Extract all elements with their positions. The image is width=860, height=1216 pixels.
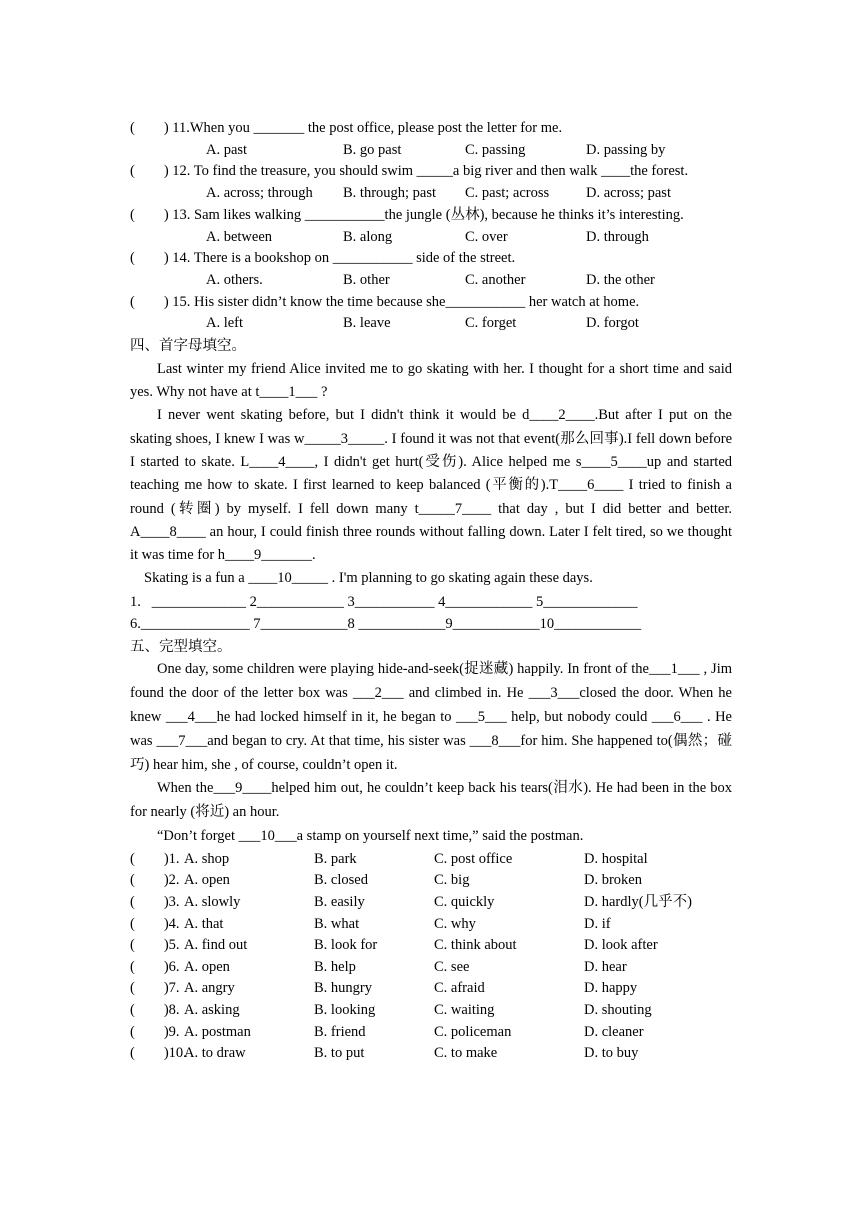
option-d: D. to buy — [584, 1045, 639, 1062]
option-row — [130, 270, 732, 292]
option-c: C. afraid — [434, 980, 485, 997]
option-d: D. hear — [584, 958, 627, 975]
option-c: C. passing — [465, 141, 526, 158]
option-c: C. policeman — [434, 1023, 512, 1040]
option-b: B. to put — [314, 1045, 365, 1062]
option-b: B. help — [314, 958, 356, 975]
question-number: ( )10. — [130, 1045, 187, 1062]
question-number: ( )3. — [130, 893, 180, 910]
cloze-question — [130, 849, 732, 871]
option-b: B. what — [314, 915, 360, 932]
option-d: D. the other — [586, 271, 655, 288]
section-title: 四、首字母填空。 — [130, 338, 246, 355]
option-c: C. waiting — [434, 1001, 495, 1018]
option-c: C. big — [434, 872, 470, 889]
option-c: C. think about — [434, 937, 517, 954]
question-number: ( )5. — [130, 937, 180, 954]
option-a: A. asking — [184, 1001, 240, 1018]
passage-paragraph: When the___9____helped him out, he couldn’t keep back his tears(泪水). He had been in the box for nearly (将近) an hour. — [130, 780, 732, 821]
option-a: A. slowly — [184, 893, 241, 910]
cloze-questions — [130, 849, 732, 1065]
section-cloze — [130, 637, 732, 1065]
option-d: D. passing by — [586, 141, 666, 158]
option-d: D. hospital — [584, 850, 648, 867]
option-c: C. past; across — [465, 185, 550, 202]
option-d: D. cleaner — [584, 1023, 644, 1040]
option-b: B. through; past — [343, 185, 437, 202]
option-d: D. through — [586, 228, 649, 245]
passage-paragraph: Last winter my friend Alice invited me to go skating with her. I thought for a short time and said yes. Why not have at t____1___ ? — [130, 360, 732, 401]
option-c: C. forget — [465, 315, 517, 332]
option-b: B. look for — [314, 937, 378, 954]
mc-question-11 — [130, 118, 732, 161]
cloze-question — [130, 978, 732, 1000]
option-a: A. postman — [184, 1023, 251, 1040]
option-b: B. easily — [314, 893, 365, 910]
option-d: D. if — [584, 915, 611, 932]
option-b: B. go past — [343, 141, 402, 158]
passage-paragraph: “Don’t forget ___10___a stamp on yourself next time,” said the postman. — [157, 827, 584, 844]
option-a: A. left — [206, 315, 244, 332]
question-stem: ( ) 12. To find the treasure, you should swim _____a big river and then walk ____the forest. — [130, 163, 689, 180]
question-stem: ( ) 15. His sister didn’t know the time because she___________ her watch at home. — [130, 293, 640, 310]
question-stem: ( ) 13. Sam likes walking ___________the jungle (丛林), because he thinks it’s interesting. — [130, 206, 684, 223]
option-d: D. shouting — [584, 1001, 652, 1018]
option-b: B. closed — [314, 872, 368, 889]
option-b: B. along — [343, 228, 393, 245]
cloze-question — [130, 957, 732, 979]
option-a: A. others. — [206, 271, 263, 288]
question-number: ( )2. — [130, 872, 180, 889]
option-c: C. why — [434, 915, 476, 932]
cloze-question — [130, 1022, 732, 1044]
question-number: ( )4. — [130, 915, 180, 932]
option-row — [130, 227, 732, 249]
option-a: A. angry — [184, 980, 235, 997]
option-a: A. open — [184, 958, 230, 975]
option-a: A. that — [184, 915, 224, 932]
option-c: C. post office — [434, 850, 513, 867]
option-row — [130, 313, 732, 335]
passage-paragraph: I never went skating before, but I didn't think it would be d____2____.But after I put on the skating shoes, I knew I was w_____3_____. I found it was not that event(那么回事).I fell down before I started to skate. L____4____, I didn't get hurt(受伤). Alice helped me s____5____up and started teaching me how to skate. I first learned to keep balanced (平衡的).T____6____ I tried to finish a round (转圈) by myself. I fell down many t_____7____ that day , but I did better and better. A____8____ an hour, I could finish three rounds without falling down. Later I felt tired, so we thought it was time for h____9_______. — [130, 407, 732, 564]
option-row — [130, 140, 732, 162]
question-number: ( )9. — [130, 1023, 180, 1040]
mc-section — [130, 118, 732, 335]
mc-question-14 — [130, 248, 732, 291]
option-b: B. hungry — [314, 980, 372, 997]
mc-question-12 — [130, 161, 732, 204]
passage-paragraph: One day, some children were playing hide-and-seek(捉迷藏) happily. In front of the___1___ , Jim found the door of the letter box was ___2___ and climbed in. He ___3___closed the door. When he knew ___4___he had locked himself in it, he began to ___5___ help, but nobody could ___6___ . He was ___7___and began to cry. At that time, his sister was ___8___for him. She happened to(偶然；碰巧) hear him, she , of course, couldn’t open it. — [130, 661, 732, 773]
answer-blanks-row: 1. _____________ 2____________ 3___________ 4____________ 5_____________ — [130, 593, 638, 610]
option-c: C. see — [434, 958, 470, 975]
cloze-question — [130, 892, 732, 914]
option-c: C. over — [465, 228, 508, 245]
option-c: C. another — [465, 271, 526, 288]
option-a: A. past — [206, 141, 248, 158]
passage-paragraph: Skating is a fun a ____10_____ . I'm planning to go skating again these days. — [144, 570, 593, 587]
option-b: B. looking — [314, 1001, 376, 1018]
option-c: C. quickly — [434, 893, 495, 910]
option-b: B. friend — [314, 1023, 366, 1040]
question-number: ( )7. — [130, 980, 180, 997]
cloze-question — [130, 935, 732, 957]
option-d: D. broken — [584, 872, 642, 889]
option-b: B. other — [343, 271, 390, 288]
cloze-question — [130, 1043, 732, 1065]
cloze-question — [130, 1000, 732, 1022]
mc-question-13 — [130, 205, 732, 248]
option-d: D. forgot — [586, 315, 639, 332]
question-stem: ( ) 14. There is a bookshop on ___________ side of the street. — [130, 250, 516, 267]
option-d: D. hardly(几乎不) — [584, 893, 692, 910]
question-number: ( )6. — [130, 958, 180, 975]
cloze-question — [130, 870, 732, 892]
question-stem: ( ) 11.When you _______ the post office, please post the letter for me. — [130, 120, 563, 136]
question-number: ( )1. — [130, 850, 180, 867]
option-b: B. park — [314, 850, 357, 867]
option-b: B. leave — [343, 315, 391, 332]
option-a: A. open — [184, 872, 230, 889]
option-d: D. across; past — [586, 185, 671, 202]
option-a: A. between — [206, 228, 273, 245]
answer-blanks-row: 6._______________ 7____________8 ____________9____________10____________ — [130, 616, 642, 633]
mc-question-15 — [130, 292, 732, 335]
option-a: A. across; through — [206, 185, 313, 202]
section-title: 五、完型填空。 — [130, 638, 232, 655]
option-a: A. to draw — [184, 1045, 246, 1062]
question-number: ( )8. — [130, 1001, 180, 1018]
section-initial-letter-fill — [130, 336, 732, 636]
option-d: D. look after — [584, 937, 658, 954]
option-c: C. to make — [434, 1045, 498, 1062]
option-d: D. happy — [584, 980, 638, 997]
option-a: A. find out — [184, 937, 248, 954]
cloze-question — [130, 914, 732, 936]
option-a: A. shop — [184, 850, 230, 867]
option-row — [130, 183, 732, 205]
